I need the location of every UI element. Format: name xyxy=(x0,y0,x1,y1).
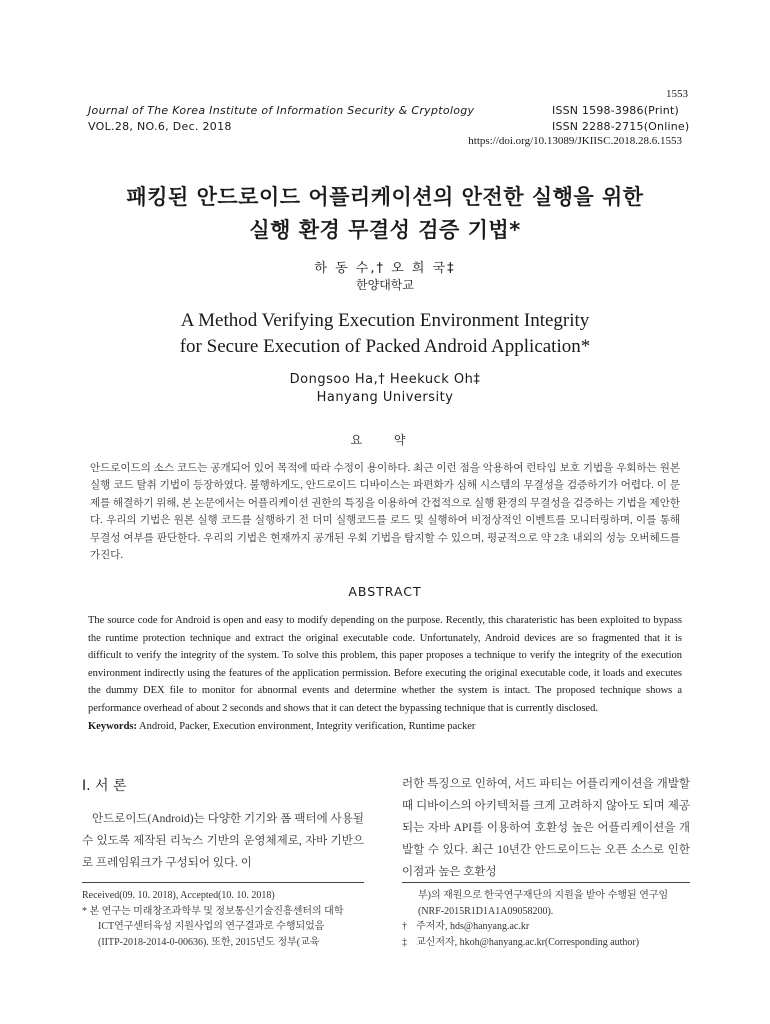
funding-note-1: * 본 연구는 미래창조과학부 및 정보통신기술진흥센터의 대학 xyxy=(82,905,344,917)
footnotes-right xyxy=(402,888,702,950)
main-author-email[interactable]: 주저자, hds@hanyang.ac.kr xyxy=(416,921,530,932)
english-authors: Dongsoo Ha,† Heekuck Oh‡ xyxy=(289,372,481,387)
received-date: Received(09. 10. 2018), Accepted(10. 10. 2018) xyxy=(82,890,275,901)
english-abstract-body: The source code for Android is open and easy to modify depending on the purpose. Recently, this charateristic has been exploited to bypass the runtime protection technique and extract the original executable code. Unfortunately, Android devices are so fragmented that it is difficult to verify the integrity of the system. To solve this problem, this paper proposes a technique to verify the integrity of the execution environment indirectly using the features of the application permission. Before executing the original executable code, it loads and executes the dummy DEX file to monitor for abnormal events and determine whether the system is intact. The proposed technique shows a performance overhead of about 2 seconds and shows that it can detect the bypassing technique that is currently disclosed. xyxy=(88,615,682,714)
english-title-line2: for Secure Execution of Packed Android Application* xyxy=(179,336,591,357)
section1-right-column: 러한 특징으로 인하여, 서드 파티는 어플리케이션을 개발할 때 디바이스의 아키텍처를 크게 고려하지 않아도 되며 제공되는 자바 API를 이용하여 호환성 높은 어플리케이션을 개발할 수 있다. 최근 10년간 안드로이드는 오픈 소스로 인한 이점과 높은 호환성 xyxy=(402,778,690,878)
page-number: 1553 xyxy=(666,88,688,100)
corresponding-author-note xyxy=(402,935,702,951)
english-affiliation: Hanyang University xyxy=(316,390,454,405)
funding-note-4: 부)의 재원으로 한국연구재단의 지원을 받아 수행된 연구임 xyxy=(418,890,669,901)
funding-note-5: (NRF-2015R1D1A1A09058200). xyxy=(418,905,554,917)
section1-left-column: 안드로이드(Android)는 다양한 기기와 폼 팩터에 사용될 수 있도록 제작된 리눅스 기반의 운영체제로, 자바 기반으로 프레임워크가 구성되어 있다. 이 xyxy=(82,813,364,869)
footnotes-left xyxy=(82,888,367,950)
funding-note-3: (IITP-2018-2014-0-00636). 또한, 2015년도 정부(교육 xyxy=(98,936,320,948)
corresponding-author-email[interactable]: 교신저자, hkoh@hanyang.ac.kr(Corresponding author) xyxy=(416,936,640,948)
korean-abstract: 안드로이드의 소스 코드는 공개되어 있어 목적에 따라 수정이 용이하다. 최근 이런 점을 악용하여 런타임 보호 기법을 우회하는 원본 실행 코드 탈취 기법이 등장하였다. 불행하게도, 안드로이드 디바이스는 파편화가 심해 시스템의 무결성을 검증하기가 어렵다. 이 문제를 해결하기 위해, 본 논문에서는 어플리케이션 권한의 특징을 이용하여 간접적으로 실행 환경의 무결성을 검증하는 기법을 제안한다. 우리의 기법은 원본 실행 코드를 실행하기 전 더미 실행코드를 로드 및 실행하여 비정상적인 이벤트를 모니터링하며, 이를 통해 무결성 여부를 판단한다. 우리의 기법은 현재까지 공개된 우회 기법을 탐지할 수 있으며, 평균적으로 약 2초 내외의 성능 오버헤드를 가진다. xyxy=(90,463,680,562)
dagger-symbol: † xyxy=(402,921,407,932)
funding-note-2: ICT연구센터육성 지원사업의 연구결과로 수행되었음 xyxy=(98,921,325,932)
english-abstract-heading: ABSTRACT xyxy=(348,584,422,599)
keywords-list: Android, Packer, Execution environment, Integrity verification, Runtime packer xyxy=(139,720,476,732)
korean-affiliation: 한양대학교 xyxy=(356,278,414,292)
journal-name: Journal of The Korea Institute of Information Security & Cryptology xyxy=(88,104,475,117)
korean-authors: 하 동 수,† 오 희 국‡ xyxy=(314,261,456,276)
footnote-divider-right xyxy=(402,882,690,883)
section-heading: I. 서 론 xyxy=(82,778,127,794)
keywords-label: Keywords: xyxy=(88,720,137,732)
volume-info: VOL.28, NO.6, Dec. 2018 xyxy=(88,120,232,133)
korean-abstract-heading: 요 약 xyxy=(350,433,420,447)
main-author-note xyxy=(402,919,702,935)
doi-link[interactable]: https://doi.org/10.13089/JKIISC.2018.28.6.1553 xyxy=(468,135,682,147)
keywords xyxy=(88,718,682,736)
korean-title-line1: 패킹된 안드로이드 어플리케이션의 안전한 실행을 위한 xyxy=(126,185,644,209)
issn-online: ISSN 2288-2715(Online) xyxy=(552,120,690,133)
double-dagger-symbol: ‡ xyxy=(402,936,407,948)
footnote-divider-left xyxy=(82,882,364,883)
issn-print: ISSN 1598-3986(Print) xyxy=(552,104,679,117)
korean-title-line2: 실행 환경 무결성 검증 기법* xyxy=(249,218,521,242)
english-abstract xyxy=(88,612,682,735)
english-title-line1: A Method Verifying Execution Environment Integrity xyxy=(180,310,590,331)
